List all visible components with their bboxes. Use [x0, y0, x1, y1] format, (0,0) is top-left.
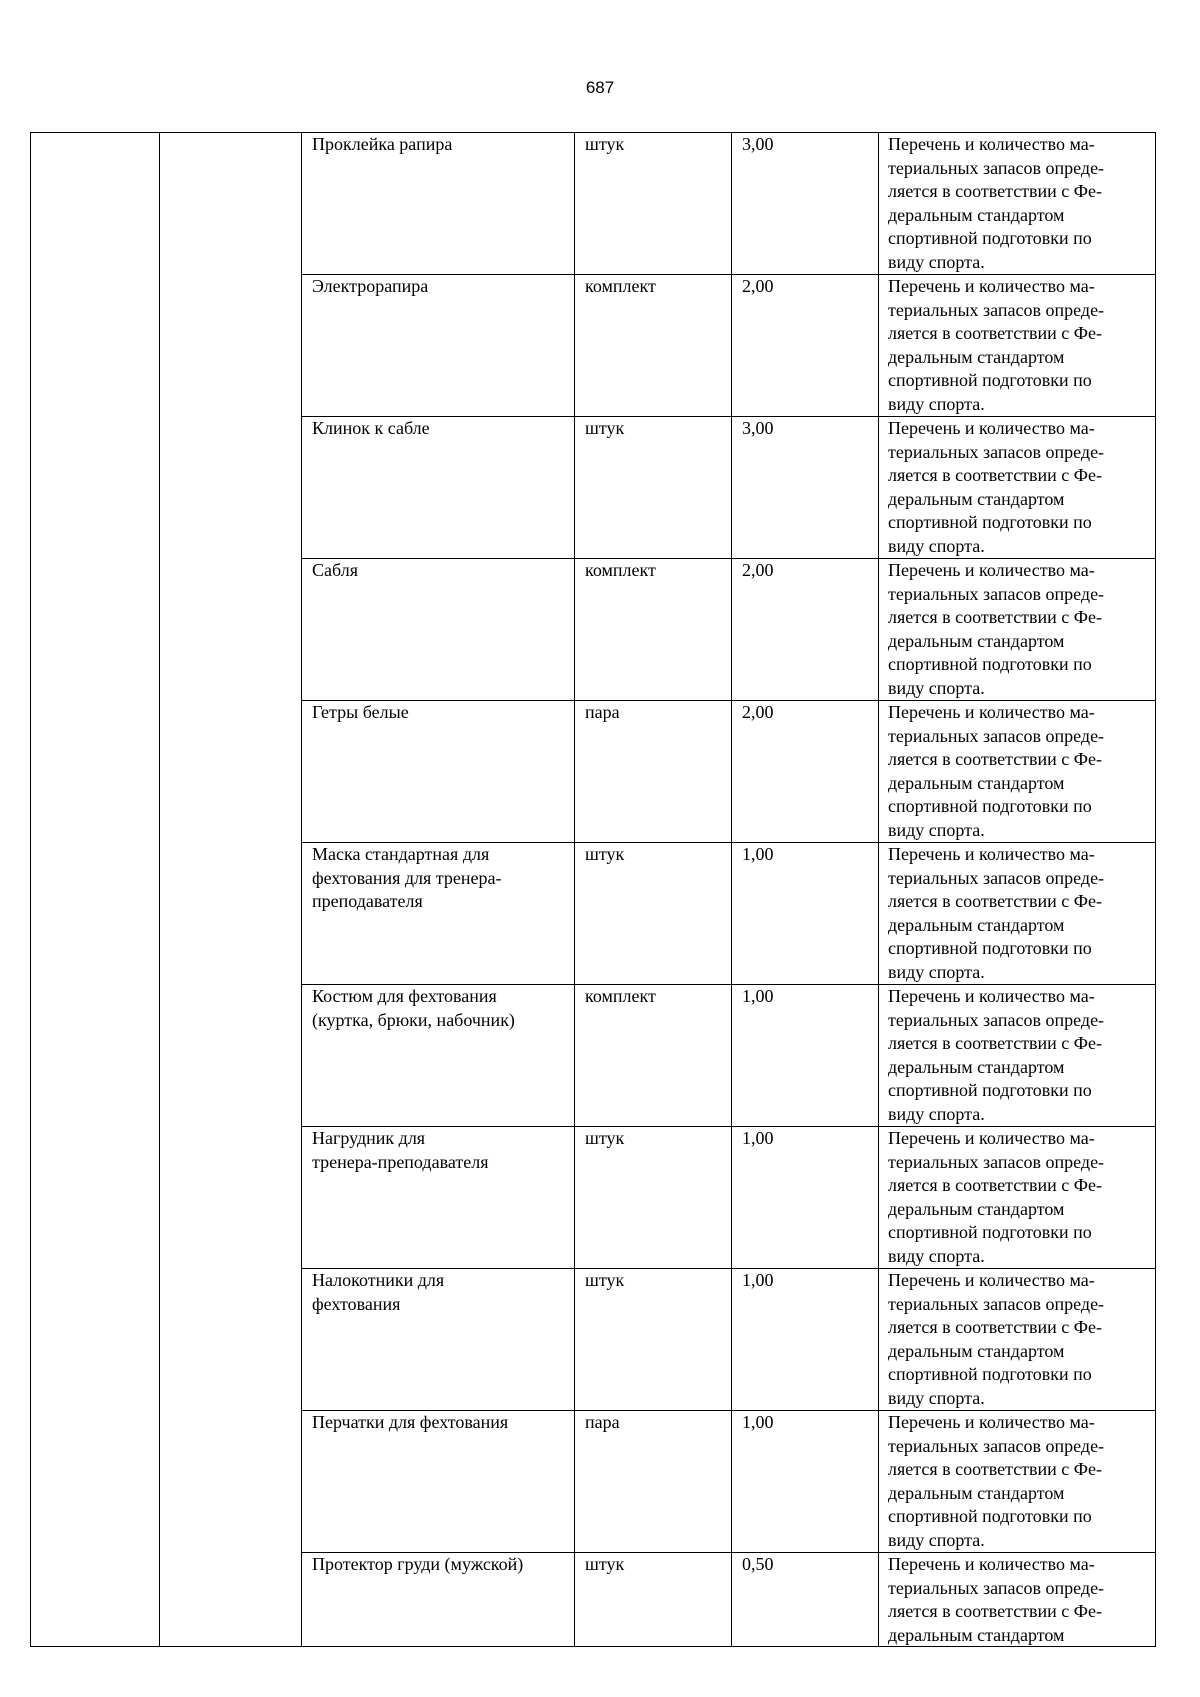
- quantity-cell: [732, 1553, 879, 1647]
- unit-cell: [575, 1553, 732, 1647]
- unit-cell-text: штук: [585, 844, 625, 864]
- item-name-cell-text: Проклейка рапира: [312, 134, 453, 154]
- item-name-cell: [302, 843, 575, 985]
- quantity-cell-text: 1,00: [742, 1412, 774, 1432]
- unit-cell: [575, 133, 732, 275]
- item-name-cell-text: Налокотники для фехтования: [312, 1270, 445, 1314]
- quantity-cell-text: 1,00: [742, 844, 774, 864]
- equipment-table: [30, 132, 1156, 1647]
- unit-cell: [575, 701, 732, 843]
- item-name-cell-text: Костюм для фехтования (куртка, брюки, набочник): [312, 986, 515, 1030]
- unit-cell-text: пара: [585, 1412, 620, 1432]
- quantity-cell-text: 2,00: [742, 276, 774, 296]
- quantity-cell: [732, 559, 879, 701]
- note-cell: [879, 133, 1156, 275]
- quantity-cell: [732, 701, 879, 843]
- unit-cell-text: комплект: [585, 560, 656, 580]
- unit-cell: [575, 1127, 732, 1269]
- quantity-cell: [732, 275, 879, 417]
- note-cell: [879, 985, 1156, 1127]
- quantity-cell-text: 3,00: [742, 134, 774, 154]
- quantity-cell-text: 1,00: [742, 986, 774, 1006]
- item-name-cell: [302, 1411, 575, 1553]
- note-cell: [879, 275, 1156, 417]
- table-body: [31, 133, 1156, 1647]
- note-cell-text: Перечень и количество ма- териальных запасов опреде- ляется в соответствии с Фе- деральным стандартом спортивной подготовки по виду спорта.: [888, 418, 1105, 556]
- item-name-cell-text: Клинок к сабле: [312, 418, 430, 438]
- item-name-cell: [302, 985, 575, 1127]
- item-name-cell: [302, 1127, 575, 1269]
- note-cell: [879, 1553, 1156, 1647]
- item-name-cell-text: Маска стандартная для фехтования для тренера- преподавателя: [312, 844, 502, 911]
- quantity-cell: [732, 1127, 879, 1269]
- quantity-cell-text: 2,00: [742, 702, 774, 722]
- quantity-cell: [732, 1269, 879, 1411]
- unit-cell: [575, 1269, 732, 1411]
- unit-cell: [575, 1411, 732, 1553]
- quantity-cell-text: 2,00: [742, 560, 774, 580]
- item-name-cell-text: Нагрудник для тренера-преподавателя: [312, 1128, 489, 1172]
- quantity-cell: [732, 133, 879, 275]
- note-cell-text: Перечень и количество ма- териальных запасов опреде- ляется в соответствии с Фе- деральным стандартом спортивной подготовки по виду спорта.: [888, 560, 1105, 698]
- unit-cell-text: штук: [585, 134, 625, 154]
- item-name-cell: [302, 133, 575, 275]
- unit-cell-text: комплект: [585, 276, 656, 296]
- unit-cell: [575, 843, 732, 985]
- unit-cell-text: штук: [585, 1270, 625, 1290]
- note-cell-text: Перечень и количество ма- териальных запасов опреде- ляется в соответствии с Фе- деральным стандартом: [888, 1554, 1105, 1645]
- quantity-cell-text: 1,00: [742, 1128, 774, 1148]
- unit-cell-text: пара: [585, 702, 620, 722]
- quantity-cell-text: 0,50: [742, 1554, 774, 1574]
- page-number: 687: [585, 78, 615, 97]
- table-row: [31, 133, 1156, 275]
- note-cell-text: Перечень и количество ма- териальных запасов опреде- ляется в соответствии с Фе- деральным стандартом спортивной подготовки по виду спорта.: [888, 1128, 1105, 1266]
- quantity-cell: [732, 417, 879, 559]
- note-cell-text: Перечень и количество ма- териальных запасов опреде- ляется в соответствии с Фе- деральным стандартом спортивной подготовки по виду спорта.: [888, 986, 1105, 1124]
- note-cell: [879, 1411, 1156, 1553]
- unit-cell: [575, 275, 732, 417]
- item-name-cell-text: Электрорапира: [312, 276, 429, 296]
- quantity-cell-text: 1,00: [742, 1270, 774, 1290]
- note-cell-text: Перечень и количество ма- териальных запасов опреде- ляется в соответствии с Фе- деральным стандартом спортивной подготовки по виду спорта.: [888, 1270, 1105, 1408]
- item-name-cell-text: Протектор груди (мужской): [312, 1554, 524, 1574]
- unit-cell: [575, 559, 732, 701]
- item-name-cell-text: Гетры белые: [312, 702, 409, 722]
- note-cell: [879, 701, 1156, 843]
- note-cell-text: Перечень и количество ма- териальных запасов опреде- ляется в соответствии с Фе- деральным стандартом спортивной подготовки по виду спорта.: [888, 134, 1105, 272]
- quantity-cell-text: 3,00: [742, 418, 774, 438]
- unit-cell: [575, 417, 732, 559]
- note-cell: [879, 417, 1156, 559]
- note-cell-text: Перечень и количество ма- териальных запасов опреде- ляется в соответствии с Фе- деральным стандартом спортивной подготовки по виду спорта.: [888, 1412, 1105, 1550]
- note-cell: [879, 1269, 1156, 1411]
- unit-cell-text: штук: [585, 418, 625, 438]
- note-cell-text: Перечень и количество ма- териальных запасов опреде- ляется в соответствии с Фе- деральным стандартом спортивной подготовки по виду спорта.: [888, 844, 1105, 982]
- note-cell: [879, 843, 1156, 985]
- item-name-cell: [302, 1269, 575, 1411]
- note-cell: [879, 559, 1156, 701]
- unit-cell-text: комплект: [585, 986, 656, 1006]
- table-cell-empty-col1: [31, 133, 160, 1647]
- item-name-cell-text: Сабля: [312, 560, 358, 580]
- item-name-cell: [302, 559, 575, 701]
- quantity-cell: [732, 843, 879, 985]
- item-name-cell: [302, 275, 575, 417]
- unit-cell-text: штук: [585, 1554, 625, 1574]
- unit-cell-text: штук: [585, 1128, 625, 1148]
- note-cell-text: Перечень и количество ма- териальных запасов опреде- ляется в соответствии с Фе- деральным стандартом спортивной подготовки по виду спорта.: [888, 702, 1105, 840]
- item-name-cell: [302, 417, 575, 559]
- item-name-cell: [302, 1553, 575, 1647]
- note-cell-text: Перечень и количество ма- териальных запасов опреде- ляется в соответствии с Фе- деральным стандартом спортивной подготовки по виду спорта.: [888, 276, 1105, 414]
- item-name-cell: [302, 701, 575, 843]
- item-name-cell-text: Перчатки для фехтования: [312, 1412, 509, 1432]
- table-cell-empty-col2: [160, 133, 302, 1647]
- quantity-cell: [732, 1411, 879, 1553]
- unit-cell: [575, 985, 732, 1127]
- note-cell: [879, 1127, 1156, 1269]
- quantity-cell: [732, 985, 879, 1127]
